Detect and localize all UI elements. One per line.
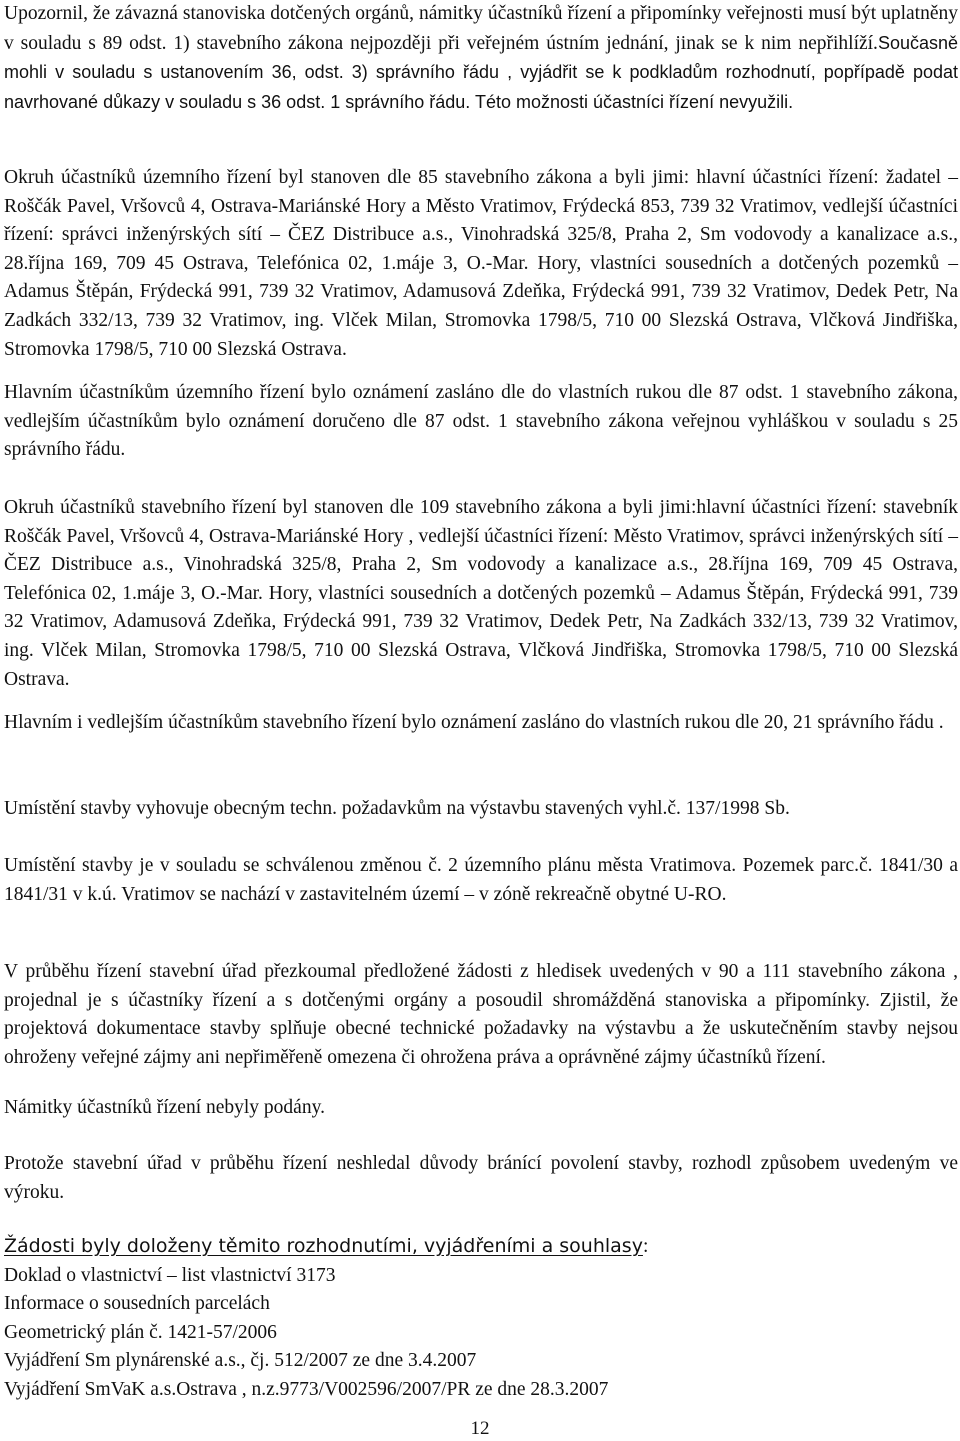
paragraph-conclusion: Protože stavební úřad v průběhu řízení neshledal důvody bránící povolení stavby, rozhodl způsobem uvedeným ve výroku.: [4, 1153, 958, 1203]
attachment-item: Geometrický plán č. 1421-57/2006: [4, 1321, 277, 1343]
paragraph-building-notification: Hlavním i vedlejším účastníkům stavebního řízení bylo oznámení zasláno do vlastních rukou dle 20, 21 správního řádu .: [4, 712, 944, 733]
paragraph-objections-notice-part1: Upozornil, že závazná stanoviska dotčených orgánů, námitky účastníků řízení a připomínky veřejnosti musí být uplatněny v souladu s 89 odst. 1) stavebního zákona nejpozději při veřejném ústním jednání, jinak se k nim nepřihlíží.: [4, 3, 958, 54]
paragraph-territorial-notification: Hlavním účastníkům územního řízení bylo oznámení zasláno dle do vlastních rukou dle 87 odst. 1 stavebního zákona, vedlejším účastníkům bylo oznámení doručeno dle 87 odst. 1 stavebního zákona veřejnou vyhláškou v souladu s 25 správního řádu.: [4, 382, 958, 461]
attachments-list: [4, 1262, 958, 1405]
attachments-heading: Žádosti byly doloženy těmito rozhodnutími, vyjádřeními a souhlasy: [4, 1235, 643, 1257]
document-page: [4, 0, 958, 1440]
page-number: 12: [470, 1418, 490, 1439]
paragraph-no-objections: Námitky účastníků řízení nebyly podány.: [4, 1097, 325, 1118]
attachment-item: Doklad o vlastnictví – list vlastnictví 3173: [4, 1264, 336, 1286]
attachment-item: Vyjádření SmVaK a.s.Ostrava , n.z.9773/V002596/2007/PR ze dne 28.3.2007: [4, 1378, 609, 1400]
paragraph-zoning-plan: Umístění stavby je v souladu se schválenou změnou č. 2 územního plánu města Vratimova. Pozemek parc.č. 1841/30 a 1841/31 v k.ú. Vratimov se nachází v zastavitelném území – v zóně rekreačně obytné U-RO.: [4, 855, 958, 905]
paragraph-review: V průběhu řízení stavební úřad přezkoumal předložené žádosti z hledisek uvedených v 90 a 111 stavebního zákona , projednal je s účastníky řízení a s dotčenými orgány a posoudil shromážděná stanoviska a připomínky. Zjistil, že projektová dokumentace stavby splňuje obecné technické požadavky na výstavbu a že uskutečněním stavby nejsou ohroženy veřejné zájmy ani nepřiměřeně omezena či ohrožena práva a oprávněné zájmy účastníků řízení.: [4, 961, 958, 1068]
paragraph-objections-notice: [4, 0, 958, 117]
paragraph-territorial-participants: Okruh účastníků územního řízení byl stanoven dle 85 stavebního zákona a byli jimi: hlavní účastníci řízení: žadatel – Roščák Pavel, Vršovců 4, Ostrava-Mariánské Hory a Město Vratimov, Frýdecká 853, 739 32 Vratimov, vedlejší účastníci řízení: správci inženýrských sítí – ČEZ Distribuce a.s., Vinohradská 325/8, Praha 2, Sm vodovody a kanalizace a.s., 28.října 169, 709 45 Ostrava, Telefónica 02, 1.máje 3, O.-Mar. Hory, vlastníci sousedních a dotčených pozemků – Adamus Štěpán, Frýdecká 991, 739 32 Vratimov, Adamusová Zdeňka, Frýdecká 991, 739 32 Vratimov, Dedek Petr, Na Zadkách 332/13, 739 32 Vratimov, ing. Vlček Milan, Stromovka 1798/5, 710 00 Slezská Ostrava, Vlčková Jindřiška, Stromovka 1798/5, 710 00 Slezská Ostrava.: [4, 167, 958, 360]
attachments-heading-colon: :: [642, 1236, 649, 1257]
attachments-heading-line: [4, 1232, 958, 1262]
paragraph-technical-requirements: Umístění stavby vyhovuje obecným techn. požadavkům na výstavbu stavených vyhl.č. 137/1998 Sb.: [4, 798, 790, 819]
attachment-item: Vyjádření Sm plynárenské a.s., čj. 512/2007 ze dne 3.4.2007: [4, 1350, 477, 1372]
paragraph-building-participants: Okruh účastníků stavebního řízení byl stanoven dle 109 stavebního zákona a byli jimi:hlavní účastníci řízení: stavebník Roščák Pavel, Vršovců 4, Ostrava-Mariánské Hory , vedlejší účastníci řízení: Město Vratimov, správci inženýrských sítí – ČEZ Distribuce a.s., Vinohradská 325/8, Praha 2, Sm vodovody a kanalizace a.s., 28.října 169, 709 45 Ostrava, Telefónica 02, 1.máje 3, O.-Mar. Hory, vlastníci sousedních a dotčených pozemků – Adamus Štěpán, Frýdecká 991, 739 32 Vratimov, Adamusová Zdeňka, Frýdecká 991, 739 32 Vratimov, Dedek Petr, Na Zadkách 332/13, 739 32 Vratimov, ing. Vlček Milan, Stromovka 1798/5, 710 00 Slezská Ostrava, Vlčková Jindřiška, Stromovka 1798/5, 710 00 Slezská Ostrava.: [4, 497, 958, 690]
paragraph-objections-notice-part2: Současně mohli v souladu s ustanovením 36, odst. 3) správního řádu , vyjádřit se k podkladům rozhodnutí, popřípadě podat navrhované důkazy v souladu s 36 odst. 1 správního řádu. Této možnosti účastníci řízení nevyužili.: [4, 32, 958, 112]
attachment-item: Informace o sousedních parcelách: [4, 1293, 270, 1315]
attachments-section: [4, 1232, 958, 1405]
